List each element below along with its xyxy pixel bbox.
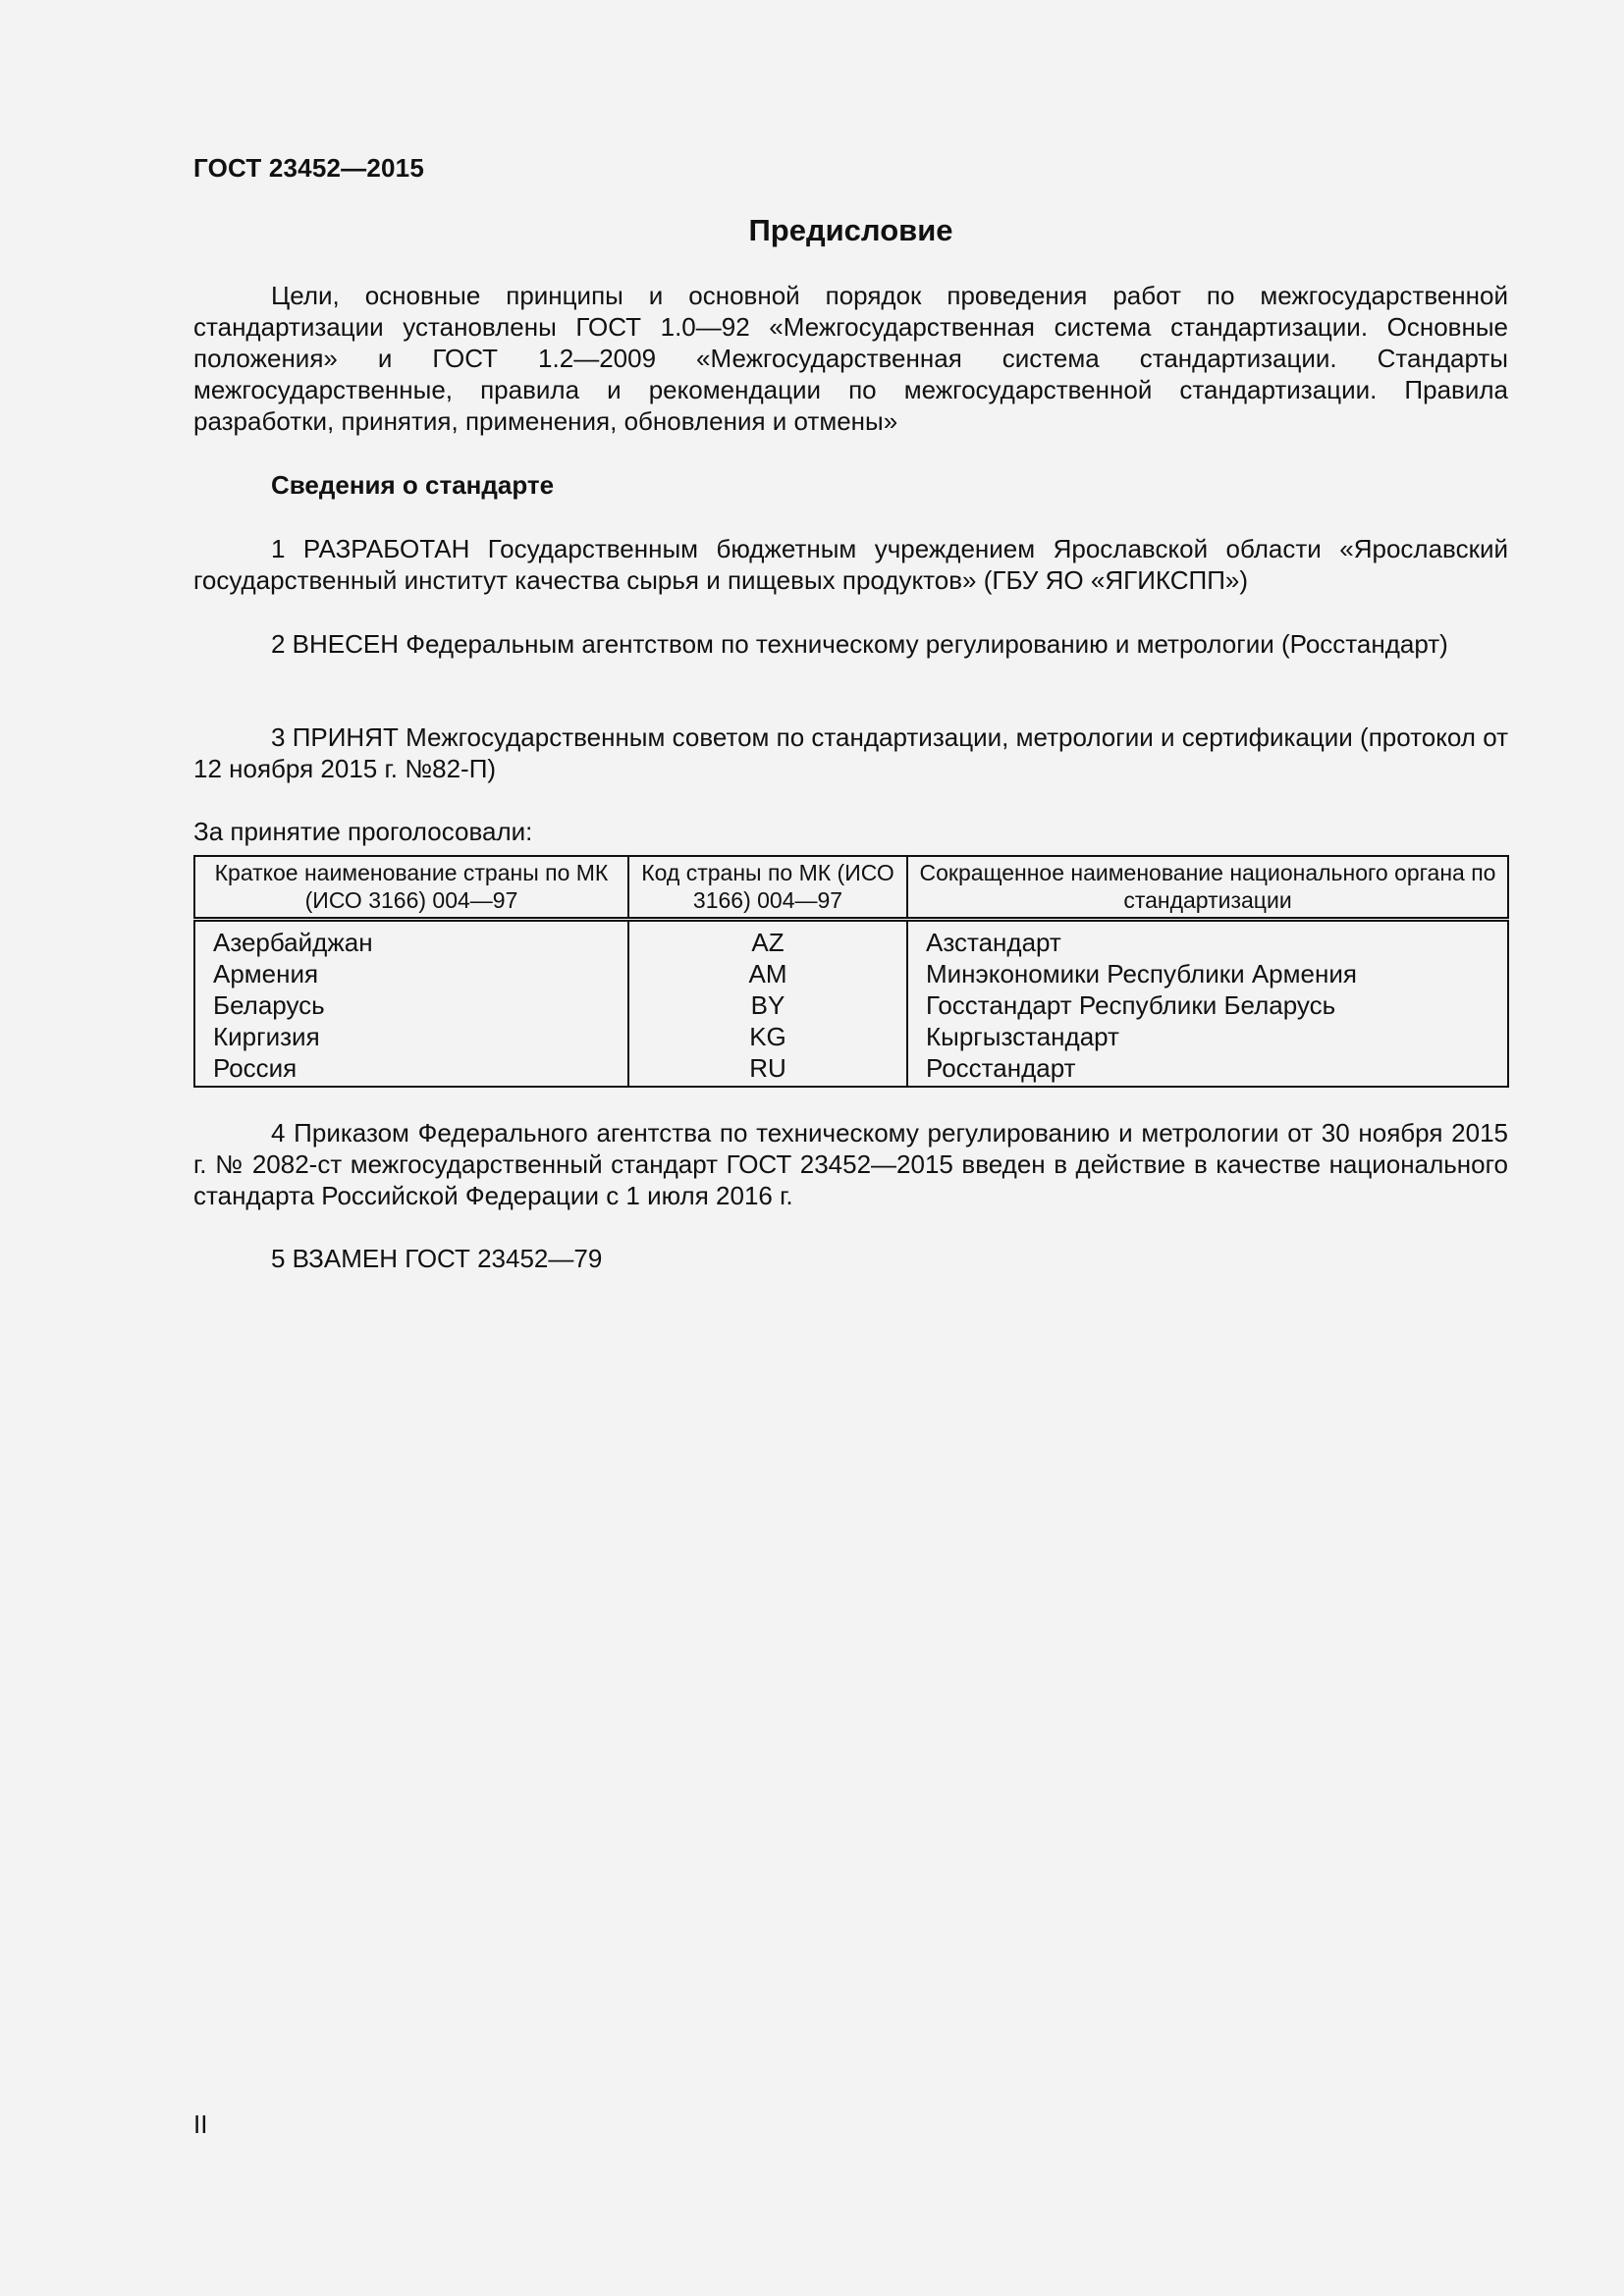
country-code: KG	[628, 1021, 907, 1052]
page-number: II	[193, 2109, 208, 2139]
header-country-code: Код страны по МК (ИСО 3166) 004—97	[628, 856, 907, 920]
table-row	[194, 989, 1508, 1021]
item-enacted: 4 Приказом Федерального агентства по техническому регулированию и метрологии от 30 ноября 2015 г. № 2082-ст межгосударственный стандарт ГОСТ 23452—2015 введен в действие в качестве национального стандарта Российской Федерации с 1 июля 2016 г.	[193, 1118, 1508, 1210]
header-standards-body: Сокращенное наименование национального органа по стандартизации	[907, 856, 1508, 920]
country-code: AM	[628, 958, 907, 989]
country-name: Россия	[194, 1052, 628, 1087]
standards-body: Минэкономики Республики Армения	[907, 958, 1508, 989]
section-heading: Сведения о стандарте	[271, 470, 555, 500]
voting-countries-table	[193, 855, 1509, 1088]
country-name: Азербайджан	[194, 920, 628, 959]
table-row	[194, 1052, 1508, 1087]
item-submitted: 2 ВНЕСЕН Федеральным агентством по техническому регулированию и метрологии (Росстандарт)	[271, 629, 1448, 659]
table-header-row	[194, 856, 1508, 920]
country-name: Киргизия	[194, 1021, 628, 1052]
country-name: Беларусь	[194, 989, 628, 1021]
intro-paragraph: Цели, основные принципы и основной порядок проведения работ по межгосударственной стандартизации установлены ГОСТ 1.0—92 «Межгосударственная система стандартизации. Основные положения» и ГОСТ 1.2—2009 «Межгосударственная система стандартизации. Стандарты межгосударственные, правила и рекомендации по межгосударственной стандартизации. Правила разработки, принятия, применения, обновления и отмены»	[193, 281, 1508, 436]
table-row	[194, 920, 1508, 959]
standards-body: Росстандарт	[907, 1052, 1508, 1087]
item-replaces: 5 ВЗАМЕН ГОСТ 23452—79	[271, 1244, 603, 1273]
document-code-header: ГОСТ 23452—2015	[193, 153, 424, 183]
table-row	[194, 1021, 1508, 1052]
standards-body: Госстандарт Республики Беларусь	[907, 989, 1508, 1021]
item-adopted: 3 ПРИНЯТ Межгосударственным советом по стандартизации, метрологии и сертификации (протокол от 12 ноября 2015 г. №82-П)	[193, 722, 1508, 783]
country-code: RU	[628, 1052, 907, 1087]
country-code: BY	[628, 989, 907, 1021]
country-name: Армения	[194, 958, 628, 989]
table-row	[194, 958, 1508, 989]
header-country-name: Краткое наименование страны по МК (ИСО 3166) 004—97	[194, 856, 628, 920]
item-developed: 1 РАЗРАБОТАН Государственным бюджетным учреждением Ярославской области «Ярославский государственный институт качества сырья и пищевых продуктов» (ГБУ ЯО «ЯГИКСПП»)	[193, 534, 1508, 595]
standards-body: Азстандарт	[907, 920, 1508, 959]
vote-caption: За принятие проголосовали:	[193, 817, 533, 846]
standards-body: Кыргызстандарт	[907, 1021, 1508, 1052]
page-title: Предисловие	[748, 213, 953, 247]
country-code: AZ	[628, 920, 907, 959]
